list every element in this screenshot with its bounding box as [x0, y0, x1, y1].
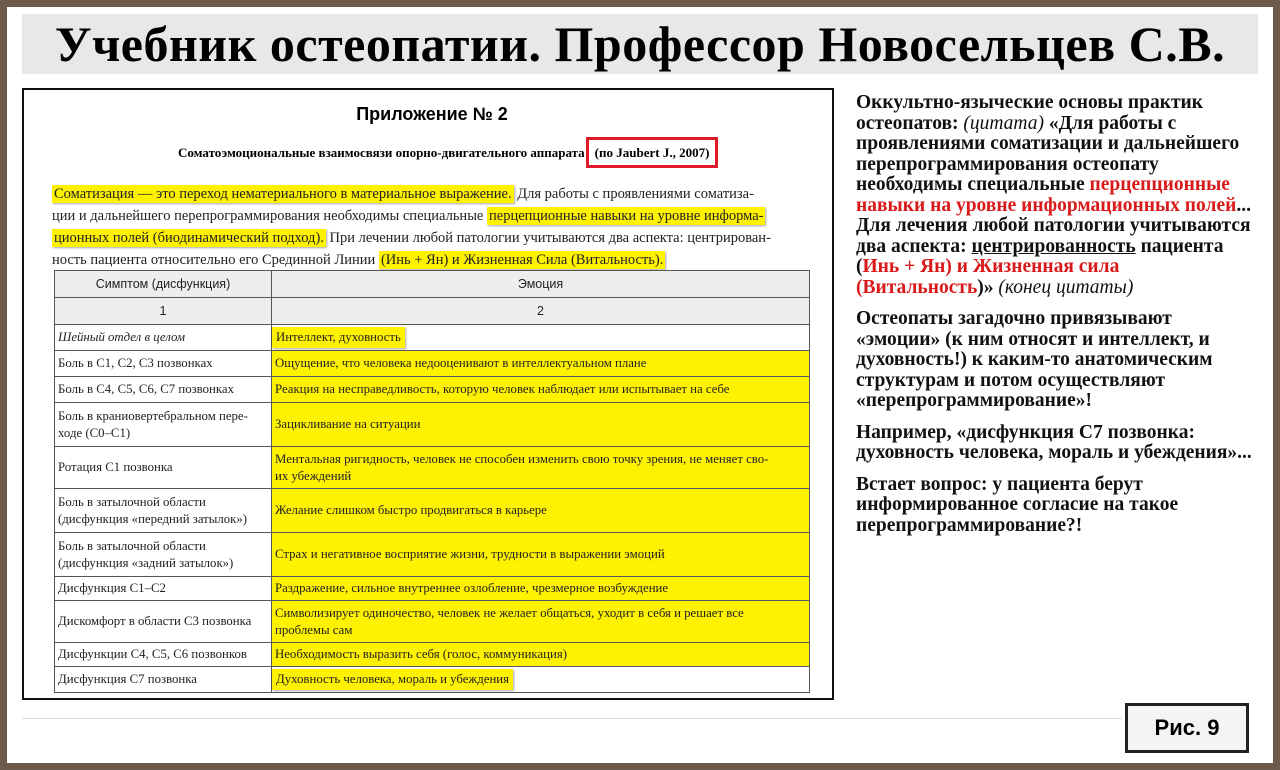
table-row	[55, 447, 810, 489]
commentary-paragraph-1	[856, 93, 1256, 298]
emotion-text: Духовность человека, мораль и убеждения	[272, 669, 513, 690]
commentary-paragraph-2: Остеопаты загадочно привязывают «эмоции» (к ним относят и интеллект, и духовность!) к каким-то анатомическим структурам и потом осуществляют «перепрограммирование»!	[856, 308, 1213, 411]
symptom-cell: Ротация C1 позвонка	[55, 447, 272, 489]
document-scan	[22, 88, 834, 700]
symptom-line: Боль в краниовертебральном пере-	[58, 408, 248, 423]
text-italic: (конец цитаты)	[993, 276, 1134, 298]
text-underlined: центрированность	[971, 235, 1136, 257]
emotion-line: Ментальная ригидность, человек не способен изменить свою точку зрения, не меняет сво-	[275, 451, 769, 466]
text: При лечении любой патологии учитываются два аспекта: центрирован-	[325, 230, 771, 246]
highlight: ционных полей (биодинамический подход).	[54, 230, 324, 246]
subtitle-text: Соматоэмоциональные взаимосвязи опорно-двигательного аппарата	[178, 145, 585, 160]
table-number-row	[55, 298, 810, 325]
symptom-line: (дисфункция «передний затылок»)	[58, 511, 248, 526]
symptom-emotion-table	[54, 270, 810, 693]
table-row	[55, 643, 810, 667]
symptom-cell	[55, 403, 272, 447]
header-symptom: Симптом (дисфункция)	[55, 271, 272, 298]
header-emotion: Эмоция	[272, 271, 810, 298]
emotion-cell: Желание слишком быстро продвигаться в карьере	[272, 489, 810, 533]
text: Для работы с проявлениями соматиза-	[513, 186, 754, 202]
col-number-1: 1	[55, 298, 272, 325]
symptom-cell	[55, 489, 272, 533]
emotion-cell	[272, 447, 810, 489]
table-row	[55, 325, 810, 351]
text: «Для работы с проявлениями соматизации и дальнейшего перепрограммирования остеопату необходимы специальные	[856, 112, 1240, 195]
symptom-cell: Дисфункция C7 позвонка	[55, 667, 272, 693]
table-row	[55, 377, 810, 403]
symptom-line: (дисфункция «задний затылок»)	[58, 555, 234, 570]
table-row	[55, 601, 810, 643]
text-italic: (цитата)	[963, 112, 1044, 134]
symptom-cell	[55, 533, 272, 577]
commentary-paragraph-3: Например, «дисфункция С7 позвонка: духовность человека, мораль и убеждения»...	[856, 421, 1252, 463]
text: ... Для лечения любой патологии учитываются два аспекта:	[856, 194, 1251, 257]
divider	[22, 718, 1122, 719]
emotion-cell	[272, 601, 810, 643]
text: Оккультно-языческие основы практик остеопатов:	[856, 92, 1204, 134]
figure-label: Рис. 9	[1125, 703, 1249, 753]
symptom-line: Боль в затылочной области	[58, 538, 206, 553]
table-row	[55, 403, 810, 447]
col-number-2: 2	[272, 298, 810, 325]
slide-title: Учебник остеопатии. Профессор Новосельцев С.В.	[54, 16, 1226, 72]
symptom-cell: Боль в C4, C5, C6, C7 позвонках	[55, 377, 272, 403]
symptom-cell: Шейный отдел в целом	[55, 325, 272, 351]
table-row	[55, 351, 810, 377]
emotion-cell: Реакция на несправедливость, которую человек наблюдает или испытывает на себе	[272, 377, 810, 403]
text: )»	[977, 276, 994, 298]
emotion-cell: Страх и негативное восприятие жизни, трудности в выражении эмоций	[272, 533, 810, 577]
emotion-cell	[272, 667, 810, 693]
document-subtitle	[178, 145, 718, 161]
source-citation-box: (по Jaubert J., 2007)	[586, 137, 719, 168]
emotion-cell: Зацикливание на ситуации	[272, 403, 810, 447]
text: ность пациента относительно его Срединной Линии	[52, 252, 379, 268]
symptom-cell: Дисфункции C4, C5, C6 позвонков	[55, 643, 272, 667]
commentary-panel	[856, 93, 1256, 547]
emotion-cell: Ощущение, что человека недооценивают в интеллектуальном плане	[272, 351, 810, 377]
highlight: Соматизация — это переход нематериального в материальное выражение.	[54, 186, 512, 202]
table-row	[55, 577, 810, 601]
text: ции и дальнейшего перепрограммирования необходимы специальные	[52, 208, 487, 224]
highlight: перцепционные навыки на уровне информа-	[489, 208, 764, 224]
symptom-cell: Боль в C1, C2, C3 позвонках	[55, 351, 272, 377]
text-red: Инь + Ян) и Жизненная сила (Витальность	[856, 256, 1120, 298]
symptom-line: ходе (C0–C1)	[58, 425, 131, 440]
appendix-title: Приложение № 2	[356, 104, 508, 124]
emotion-line: их убеждений	[275, 468, 352, 483]
table-row	[55, 489, 810, 533]
table-row	[55, 533, 810, 577]
emotion-cell	[272, 325, 810, 351]
symptom-cell: Дисфункция C1–C2	[55, 577, 272, 601]
commentary-paragraph-4: Встает вопрос: у пациента берут информированное согласие на такое перепрограммирование?!	[856, 473, 1179, 536]
emotion-text: Интеллект, духовность	[272, 327, 405, 348]
symptom-line: Боль в затылочной области	[58, 494, 206, 509]
emotion-cell: Необходимость выразить себя (голос, коммуникация)	[272, 643, 810, 667]
emotion-line: Символизирует одиночество, человек не желает общаться, уходит в себя и решает все	[275, 605, 744, 620]
title-bar	[22, 14, 1258, 74]
table-header-row	[55, 271, 810, 298]
symptom-cell: Дискомфорт в области C3 позвонка	[55, 601, 272, 643]
highlight: (Инь + Ян) и Жизненная Сила (Витальность).	[380, 252, 664, 268]
text: пациента (	[856, 235, 1224, 277]
emotion-line: проблемы сам	[275, 622, 353, 637]
text-red: перцепционные навыки на уровне информационных полей	[856, 174, 1237, 216]
intro-paragraph	[52, 183, 812, 271]
table-row	[55, 667, 810, 693]
emotion-cell: Раздражение, сильное внутреннее озлобление, чрезмерное возбуждение	[272, 577, 810, 601]
